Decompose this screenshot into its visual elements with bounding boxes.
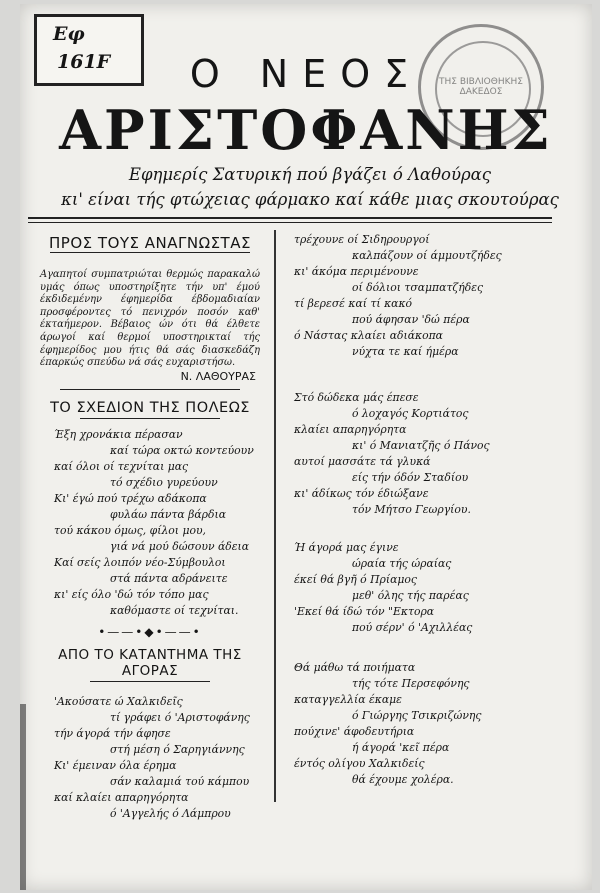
right-stanza-4 xyxy=(282,660,572,788)
column-divider xyxy=(274,230,276,802)
section1-verse xyxy=(30,427,270,619)
section2-verse xyxy=(30,694,270,822)
verse-line: ό Νάστας κλαίει αδιάκοπα xyxy=(294,329,443,342)
notice-heading-underline xyxy=(50,252,250,253)
verse-line: τόν Μήτσο Γεωργίου. xyxy=(352,503,471,516)
verse-line: μεθ' όλης τής παρέας xyxy=(352,589,469,602)
verse-line: τού κάκου όμως, φίλοι μου, xyxy=(54,523,206,537)
verse-line: είς τήν όδόν Σταδίου xyxy=(352,471,469,484)
verse-line: κλαίει απαρηγόρητα xyxy=(294,423,407,436)
verse-line: τό σχέδιο γυρεύουν xyxy=(110,475,218,489)
verse-line: καταγγελλία έκαμε xyxy=(294,693,402,706)
masthead-title-main: ΑΡΙΣΤΟΦΑΝΗΣ xyxy=(59,98,553,162)
verse-line: κι' είς όλο 'δώ τόν τόπο μας xyxy=(54,587,209,601)
verse-line: ό λοχαγός Κορτιάτος xyxy=(352,407,469,420)
verse-line: 'Ακούσατε ώ Χαλκιδεῖς xyxy=(54,694,183,708)
verse-line: πούχινε' άφοδευτήρια xyxy=(294,725,415,738)
verse-line: καθόμαστε οί τεχνίται. xyxy=(110,603,239,617)
verse-line: νύχτα τε καί ήμέρα xyxy=(352,345,459,358)
masthead-rule-top xyxy=(28,217,552,219)
scan-edge-shadow xyxy=(20,704,26,890)
section-separator xyxy=(60,389,240,390)
right-stanza-3 xyxy=(282,540,572,636)
masthead-rule-bottom xyxy=(28,222,552,223)
masthead-motto-line2: κι' είναι τής φτώχειας φάρμακο καί κάθε μιας σκουτούρας xyxy=(61,190,559,209)
masthead-motto-line1: Εφημερίς Σατυρική πού βγάζει ό Λαθούρας xyxy=(128,165,492,184)
verse-line: καλπάζουν οί άμμουτζήδες xyxy=(352,249,502,262)
verse-line: κι' άδίκως τόν έδιώξανε xyxy=(294,487,429,500)
verse-line: Θά μάθω τά ποιήματα xyxy=(294,661,416,674)
right-stanza-2 xyxy=(282,390,572,518)
verse-line: σάν καλαμιά τού κάμπου xyxy=(110,774,250,788)
notice-body: Αγαπητοί συμπατριώται θερμώς παρακαλώ υμάς όπως υποστηρίξητε τήν υπ' έμού έκδιδεμένην έφημερίδα έβδομαδιαίαν προσφέροντες τό πενιχρόν ποσόν καθ' έκταήμερον. Βέβαιος ών ότι θά έλθετε άρωγοί καί θερμοί υποστηρικταί τής έφημερίδος μου ήτις θά σάς διασκεδάζη έπαρκώς σπεύδω νά σάς ευχαριστήσω. xyxy=(40,269,260,369)
verse-line: Έξη χρονάκια πέρασαν xyxy=(54,427,183,441)
catalog-label-line1: Εφ xyxy=(53,23,85,45)
verse-line: καί κλαίει απαρηγόρητα xyxy=(54,790,189,804)
verse-line: Καί σείς λοιπόν νέο-Σύμβουλοι xyxy=(54,555,226,569)
verse-line: Κι' έμειναν όλα έρημα xyxy=(54,758,177,772)
right-stanza-1 xyxy=(282,232,572,360)
verse-line: καί όλοι οί τεχνίται μας xyxy=(54,459,189,473)
verse-line: ή άγορά 'κεῖ πέρα xyxy=(352,741,450,754)
verse-line: αυτοί μασσάτε τά γλυκά xyxy=(294,455,431,468)
verse-line: έντός ολίγου Χαλκιδείς xyxy=(294,757,425,770)
catalog-label-line2: 161F xyxy=(57,51,111,73)
verse-line: φυλάω πάντα βάρδια xyxy=(110,507,227,521)
section2-heading: ΑΠΟ ΤΟ ΚΑΤΑΝΤΗΜΑ ΤΗΣ ΑΓΟΡΑΣ xyxy=(58,646,242,679)
ornament-divider: •——•◆•——• xyxy=(98,624,202,639)
verse-line: τί βερεσέ καί τί κακό xyxy=(294,297,413,310)
verse-line: ό 'Αγγελής ό Λάμπρου xyxy=(110,806,231,820)
newspaper-page xyxy=(20,4,592,890)
verse-line: θά έχουμε χολέρα. xyxy=(352,773,454,786)
verse-line: Ή άγορά μας έγινε xyxy=(294,541,399,554)
verse-line: 'Εκεί θά ίδώ τόν "Εκτορα xyxy=(294,605,435,618)
section1-heading: ΤΟ ΣΧΕΔΙΟΝ ΤΗΣ ΠΟΛΕΩΣ xyxy=(50,399,250,416)
verse-line: κι' ό Μανιατζῆς ό Πάνος xyxy=(352,439,490,452)
masthead-title-top: Ο ΝΕΟΣ xyxy=(189,52,423,96)
verse-line: στή μέση ό Σαρηγιάννης xyxy=(110,742,245,756)
notice-heading: ΠΡΟΣ ΤΟΥΣ ΑΝΑΓΝΩΣΤΑΣ xyxy=(49,234,251,252)
section1-heading-underline xyxy=(80,418,220,419)
verse-line: πού σέρν' ό 'Αχιλλέας xyxy=(352,621,473,634)
verse-line: τί γράφει ό 'Αριστοφάνης xyxy=(110,710,250,724)
verse-line: Στό δώδεκα μάς έπεσε xyxy=(294,391,419,404)
verse-line: ό Γιώργης Τσικριζώνης xyxy=(352,709,482,722)
verse-line: καί τώρα οκτώ κοντεύουν xyxy=(110,443,254,457)
verse-line: στά πάντα αδράνειτε xyxy=(110,571,228,585)
notice-signature: Ν. ΛΑΘΟΥΡΑΣ xyxy=(180,369,256,383)
verse-line: πού άφησαν 'δώ πέρα xyxy=(352,313,470,326)
verse-line: οί δόλιοι τσαμπατζήδες xyxy=(352,281,484,294)
verse-line: ώραία τής ώραίας xyxy=(352,557,452,570)
verse-line: τήν άγορά τήν άφησε xyxy=(54,726,171,740)
verse-line: έκεί θά βγῆ ό Πρίαμος xyxy=(294,573,417,586)
verse-line: Κι' έγώ πού τρέχω αδάκοπα xyxy=(54,491,207,505)
verse-line: τρέχουνε οί Σιδηρουργοί xyxy=(294,233,430,246)
library-stamp-text: ΤΗΣ ΒΙΒΛΙΟΘΗΚΗΣ ΔΑΚΕΔΟΣ xyxy=(439,77,523,97)
verse-line: γιά νά μού δώσουν άδεια xyxy=(110,539,250,553)
verse-line: κι' άκόμα περιμένουνε xyxy=(294,265,419,278)
section2-heading-underline xyxy=(90,681,210,682)
verse-line: τής τότε Περσεφόνης xyxy=(352,677,470,690)
right-column xyxy=(282,232,572,788)
left-column xyxy=(30,234,270,822)
